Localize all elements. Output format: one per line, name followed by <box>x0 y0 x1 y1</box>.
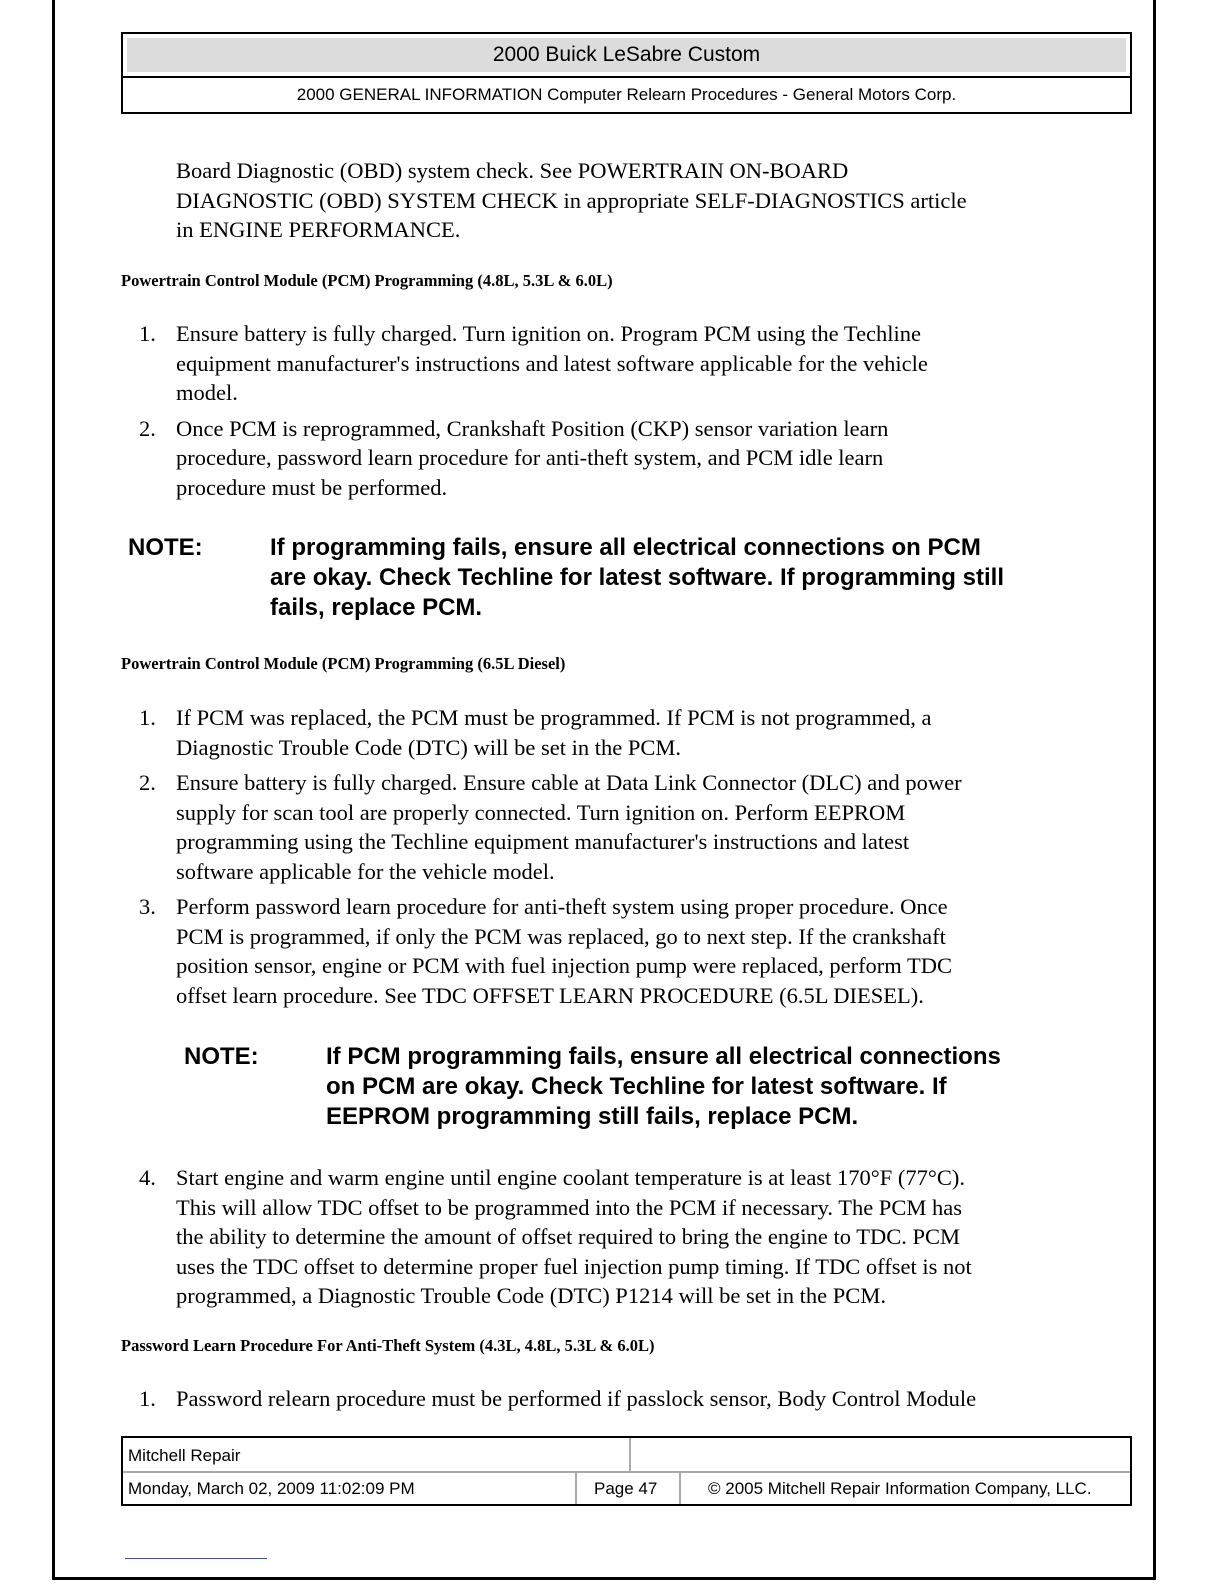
step-line: If PCM was replaced, the PCM must be programmed. If PCM is not programmed, a <box>176 705 932 730</box>
step-line: Perform password learn procedure for anti-theft system using proper procedure. Once <box>176 894 948 919</box>
list-item <box>0 703 1224 762</box>
note-line: are okay. Check Techline for latest software. If programming still <box>270 564 1004 591</box>
header-divider <box>123 76 1130 78</box>
note-label: NOTE: <box>184 1043 259 1070</box>
footer-company: Mitchell Repair <box>128 1446 241 1465</box>
step-line: Start engine and warm engine until engine coolant temperature is at least 170°F (77°C). <box>176 1165 966 1190</box>
note-block <box>184 1042 1104 1134</box>
step-line: Password relearn procedure must be performed if passlock sensor, Body Control Module <box>176 1386 977 1411</box>
note-block <box>128 533 1108 625</box>
step-number: 3. <box>139 894 156 919</box>
intro-line: Board Diagnostic (OBD) system check. See POWERTRAIN ON-BOARD <box>176 158 849 183</box>
step-line: uses the TDC offset to determine proper fuel injection pump timing. If TDC offset is not <box>176 1253 972 1279</box>
section-heading-pcm-diesel: Powertrain Control Module (PCM) Programming (6.5L Diesel) <box>121 654 566 673</box>
footer-divider <box>123 1471 1130 1473</box>
step-line: Diagnostic Trouble Code (DTC) will be set in the PCM. <box>176 734 681 760</box>
intro-paragraph <box>176 156 1106 245</box>
list-item <box>0 414 1224 503</box>
step-line: offset learn procedure. See TDC OFFSET LEARN PROCEDURE (6.5L DIESEL). <box>176 982 924 1008</box>
step-number: 1. <box>139 321 156 346</box>
step-text <box>176 892 1091 1010</box>
section-heading-password-learn: Password Learn Procedure For Anti-Theft System (4.3L, 4.8L, 5.3L & 6.0L) <box>121 1336 655 1355</box>
list-item <box>0 1163 1224 1311</box>
step-line: the ability to determine the amount of offset required to bring the engine to TDC. PCM <box>176 1224 961 1249</box>
document-title: 2000 Buick LeSabre Custom <box>127 38 1126 72</box>
step-line: procedure, password learn procedure for anti-theft system, and PCM idle learn <box>176 445 884 470</box>
step-text <box>176 414 1091 503</box>
step-text <box>176 703 1091 762</box>
section3-steps <box>0 1384 1224 1414</box>
step-text <box>176 319 1091 408</box>
step-line: Ensure battery is fully charged. Turn ignition on. Program PCM using the Techline <box>176 321 922 346</box>
footer-copyright: © 2005 Mitchell Repair Information Company, LLC. <box>708 1479 1092 1498</box>
footer-divider <box>679 1473 681 1504</box>
step-line: supply for scan tool are properly connected. Turn ignition on. Perform EEPROM <box>176 799 906 825</box>
footer-page-number: Page 47 <box>594 1479 658 1498</box>
note-line: on PCM are okay. Check Techline for latest software. If <box>326 1073 947 1100</box>
note-line: fails, replace PCM. <box>270 594 483 621</box>
footer-divider <box>629 1438 631 1471</box>
intro-line: in ENGINE PERFORMANCE. <box>176 217 461 242</box>
step-line: Ensure battery is fully charged. Ensure cable at Data Link Connector (DLC) and power <box>176 770 962 795</box>
section2-steps <box>0 703 1224 1010</box>
note-text <box>270 533 1004 623</box>
step-line: This will allow TDC offset to be programmed into the PCM if necessary. The PCM has <box>176 1194 962 1220</box>
bottom-rule <box>125 1558 267 1559</box>
note-line: If programming fails, ensure all electrical connections on PCM <box>270 534 981 561</box>
section2-steps-continued <box>0 1163 1224 1311</box>
step-text <box>176 1163 1091 1311</box>
step-number: 2. <box>139 770 156 795</box>
step-line: position sensor, engine or PCM with fuel injection pump were replaced, perform TDC <box>176 953 953 978</box>
step-line: equipment manufacturer's instructions and latest software applicable for the vehicle <box>176 350 928 376</box>
list-item <box>0 768 1224 886</box>
step-text <box>176 1384 1091 1414</box>
step-number: 1. <box>139 1386 156 1411</box>
step-line: procedure must be performed. <box>176 474 448 500</box>
section1-steps <box>0 319 1224 502</box>
list-item <box>0 319 1224 408</box>
note-text <box>326 1042 1001 1132</box>
note-line: If PCM programming fails, ensure all electrical connections <box>326 1043 1001 1070</box>
step-number: 1. <box>139 705 156 730</box>
step-line: model. <box>176 380 238 405</box>
step-line: programming using the Techline equipment manufacturer's instructions and latest <box>176 829 910 854</box>
step-text <box>176 768 1091 886</box>
step-number: 4. <box>139 1165 156 1190</box>
document-header <box>121 32 1132 114</box>
step-line: software applicable for the vehicle model. <box>176 858 555 884</box>
intro-line: DIAGNOSTIC (OBD) SYSTEM CHECK in appropriate SELF-DIAGNOSTICS article <box>176 187 967 213</box>
section-heading-pcm-programming: Powertrain Control Module (PCM) Programming (4.8L, 5.3L & 6.0L) <box>121 271 613 290</box>
footer-date: Monday, March 02, 2009 11:02:09 PM <box>128 1479 415 1498</box>
list-item <box>0 1384 1224 1414</box>
document-footer <box>121 1436 1132 1506</box>
step-number: 2. <box>139 415 156 441</box>
step-line: Once PCM is reprogrammed, Crankshaft Position (CKP) sensor variation learn <box>176 415 889 441</box>
step-line: programmed, a Diagnostic Trouble Code (DTC) P1214 will be set in the PCM. <box>176 1283 886 1308</box>
step-line: PCM is programmed, if only the PCM was replaced, go to next step. If the crankshaft <box>176 923 946 949</box>
list-item <box>0 892 1224 1010</box>
footer-divider <box>575 1473 577 1504</box>
note-line: EEPROM programming still fails, replace PCM. <box>326 1103 859 1130</box>
note-label: NOTE: <box>128 534 203 561</box>
document-subtitle: 2000 GENERAL INFORMATION Computer Relearn Procedures - General Motors Corp. <box>296 85 957 104</box>
